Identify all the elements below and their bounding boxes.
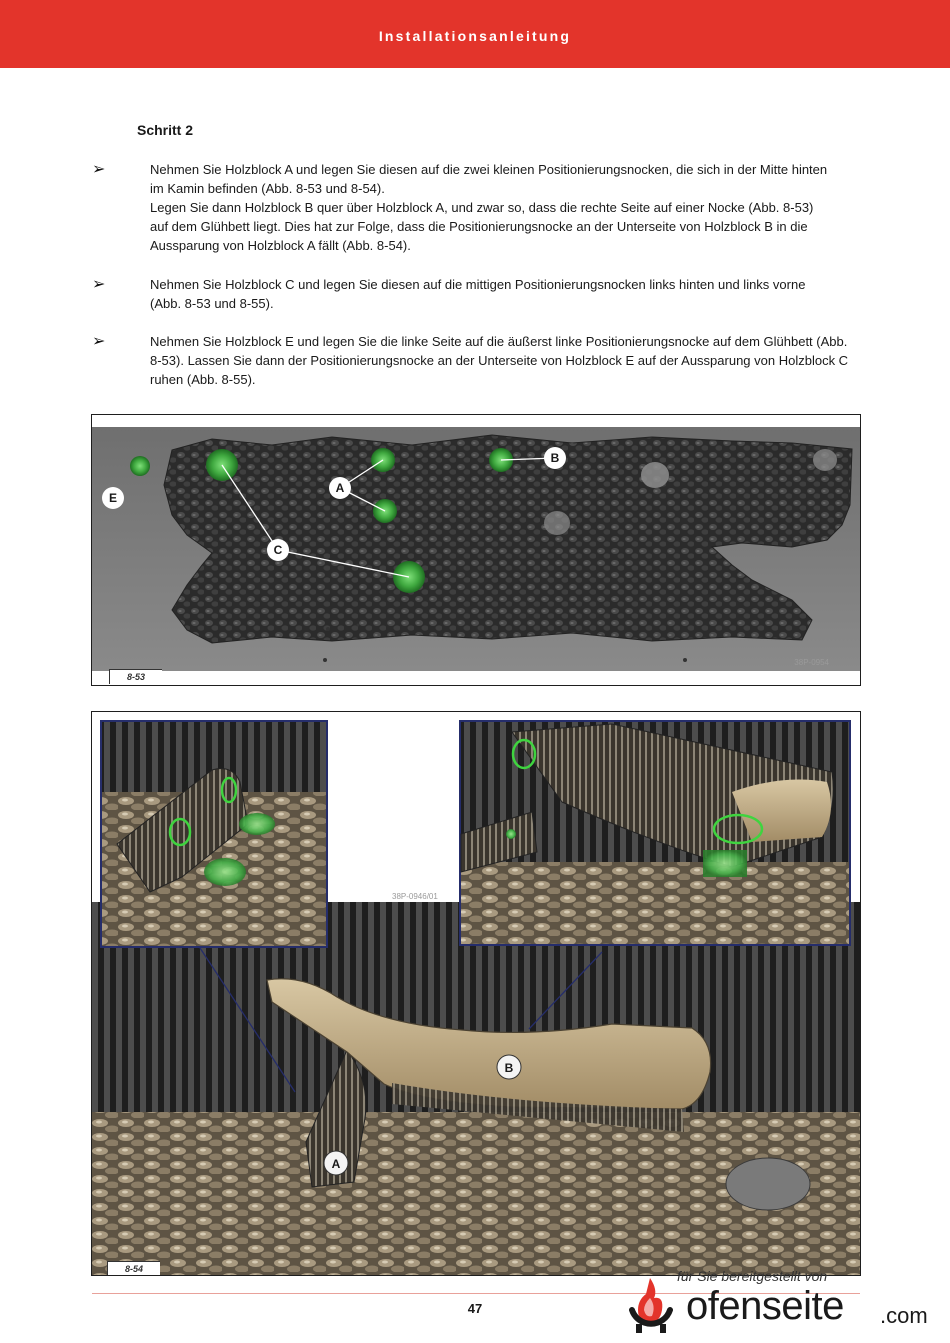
- header-title: Installationsanleitung: [378, 28, 572, 44]
- inset-log-b-detail: [460, 721, 850, 945]
- bullet-icon: ➢: [92, 161, 106, 178]
- step-title: Schritt 2: [137, 122, 194, 138]
- callout-c: [267, 539, 289, 561]
- brand-tagline: für Sie bereitgestellt von: [677, 1268, 828, 1284]
- instruction-line: Nehmen Sie Holzblock C und legen Sie diesen auf die mittigen Positionierungsnocken links hinten und links vorne: [150, 277, 806, 292]
- brand-domain[interactable]: .com: [880, 1303, 928, 1328]
- photo-code: 38P-0946/01: [392, 892, 438, 901]
- photo-code: 38P-0954: [794, 658, 829, 667]
- callout-b: [497, 1055, 521, 1079]
- flame-logo-icon: [626, 1276, 678, 1334]
- svg-text:B: B: [550, 451, 560, 465]
- instruction-2: [150, 275, 858, 313]
- callout-a: [329, 477, 351, 499]
- instruction-line: Nehmen Sie Holzblock A und legen Sie diesen auf die zwei kleinen Positionierungsnocken, die sich in der Mitte hinten: [150, 162, 828, 177]
- instruction-1: [150, 160, 858, 255]
- instruction-line: im Kamin befinden (Abb. 8-53 und 8-54).: [150, 181, 385, 196]
- inset-log-a-detail: [101, 721, 327, 947]
- figure-label: 8-54: [107, 1261, 160, 1276]
- instruction-line: (Abb. 8-53 und 8-55).: [150, 296, 274, 311]
- instruction-3: [150, 332, 858, 389]
- callout-e: [102, 487, 124, 509]
- page-number: 47: [467, 1301, 483, 1316]
- svg-text:B: B: [504, 1061, 514, 1075]
- callout-a: [324, 1151, 348, 1175]
- page-header: [0, 0, 950, 68]
- positioning-cam-e-marker: [130, 456, 150, 476]
- figure-8-54: [91, 711, 861, 1276]
- instruction-line: Aussparung von Holzblock A fällt (Abb. 8-54).: [150, 238, 411, 253]
- svg-text:A: A: [331, 1157, 341, 1171]
- callout-b: [544, 447, 566, 469]
- instruction-line: ruhen (Abb. 8-55).: [150, 372, 256, 387]
- bullet-icon: ➢: [92, 276, 106, 293]
- bullet-icon: ➢: [92, 333, 106, 350]
- log-placement-photo: [92, 712, 860, 1275]
- instruction-line: Nehmen Sie Holzblock E und legen Sie die linke Seite auf die äußerst linke Positionierungsnocke auf dem Glühbett (Abb.: [150, 334, 848, 349]
- figure-label: 8-53: [109, 669, 162, 684]
- brand-name[interactable]: ofenseite: [686, 1284, 844, 1328]
- svg-text:E: E: [108, 491, 118, 505]
- figure-8-53: [91, 414, 861, 686]
- instruction-line: auf dem Glühbett liegt. Dies hat zur Folge, dass die Positionierungsnocke an der Unterseite von Holzblock B in die: [150, 219, 808, 234]
- instruction-line: Legen Sie dann Holzblock B quer über Holzblock A, und zwar so, dass die rechte Seite auf einer Nocke (Abb. 8-53): [150, 200, 814, 215]
- instruction-line: 8-53). Lassen Sie dann der Positionierungsnocke an der Unterseite von Holzblock E auf der Aussparung von Holzblock C: [150, 353, 849, 368]
- svg-text:C: C: [273, 543, 283, 557]
- svg-text:A: A: [335, 481, 345, 495]
- ember-bed-photo: [92, 415, 860, 685]
